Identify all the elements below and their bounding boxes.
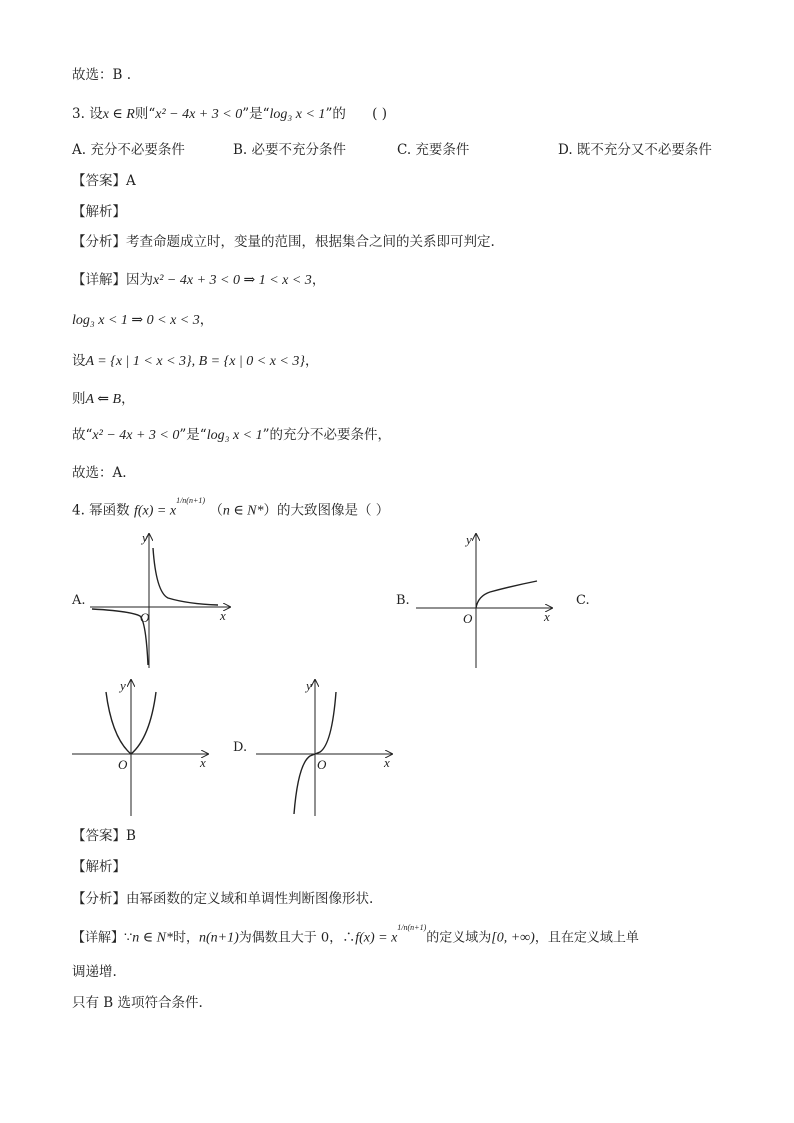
text: ”的 — [325, 106, 346, 122]
detail-tag: 【详解】 — [72, 272, 126, 288]
math-expr: x² − 4x + 3 < 0 ⇒ 1 < x < 3 — [153, 273, 312, 288]
math-expr: log₃ x < 1 — [269, 107, 326, 122]
math-expr: log₃ x < 1 ⇒ 0 < x < 3 — [72, 313, 200, 328]
graph-label-c: C. — [576, 593, 590, 608]
math-expr: n ∈ N* — [222, 503, 264, 519]
text: 故选：B . — [72, 67, 132, 83]
graph-label-d: D. — [233, 740, 248, 755]
detail-q3-relation: 则A ⇐ B， — [72, 391, 135, 407]
text: 由幂函数的定义域和单调性判断图像形状. — [126, 891, 374, 907]
origin-label: O — [463, 611, 473, 626]
exponent: 1/n(n+1) — [397, 923, 427, 932]
answer-value: B — [126, 828, 136, 844]
text: 4. 幂函数 — [72, 502, 130, 519]
text: 则“ — [134, 106, 156, 122]
question-number: 3. — [72, 106, 85, 122]
origin-label: O — [317, 757, 327, 772]
math-expr: n(n+1) — [199, 930, 239, 946]
axis-label-x: x — [544, 609, 550, 624]
math-expr: x² − 4x + 3 < 0 — [155, 107, 243, 122]
math-expr: log₃ x < 1 — [206, 428, 263, 443]
axis-label-y: y — [466, 532, 472, 547]
detail-q3-sets: 设A = {x | 1 < x < 3}, B = {x | 0 < x < 3}， — [72, 353, 319, 369]
math-expr: A = {x | 1 < x < 3}, B = {x | 0 < x < 3} — [85, 354, 305, 369]
math-expr: x ∈ R — [102, 107, 135, 122]
graph-b — [412, 530, 562, 670]
analysis-q4 — [72, 890, 373, 908]
math-expr: [0, +∞) — [491, 930, 535, 946]
option-d: D. 既不充分又不必要条件 — [558, 142, 712, 158]
axis-label-x: x — [220, 608, 226, 623]
answer-tag: 【答案】 — [72, 828, 126, 844]
curve-branch-right — [153, 548, 218, 605]
text: 考查命题成立时，变量的范围，根据集合之间的关系即可判定. — [126, 234, 495, 250]
option-b: B. 必要不充分条件 — [233, 142, 347, 158]
exponent: 1/n(n+1) — [176, 496, 206, 505]
analysis-q3 — [72, 233, 495, 251]
curve — [476, 581, 537, 608]
detail-q3-log: log₃ x < 1 ⇒ 0 < x < 3， — [72, 312, 214, 328]
axis-label-y: y — [142, 530, 148, 545]
graph-label-b: B. — [396, 593, 410, 608]
detail-q4-wrap: 调递增. — [72, 964, 117, 980]
math-expr: x² − 4x + 3 < 0 — [92, 428, 180, 443]
axis-label-y: y — [120, 678, 126, 693]
answer-value: A — [126, 173, 136, 189]
option-c: C. 充要条件 — [397, 142, 470, 158]
conclusion-q4: 只有 B 选项符合条件. — [72, 995, 203, 1011]
analysis-tag: 【分析】 — [72, 891, 126, 907]
text: ”是“ — [242, 106, 270, 122]
answer-line-q3: 故选：A. — [72, 465, 127, 481]
origin-label: O — [140, 610, 150, 625]
graph-c — [70, 676, 215, 818]
axis-label-x: x — [200, 755, 206, 770]
axis-label-y: y — [306, 678, 312, 693]
analysis-header-q4: 【解析】 — [72, 859, 126, 875]
origin-label: O — [118, 757, 128, 772]
graph-d — [254, 676, 399, 818]
answer-q4 — [72, 827, 136, 845]
axis-label-x: x — [384, 755, 390, 770]
answer-q3 — [72, 172, 136, 190]
answer-tag: 【答案】 — [72, 173, 126, 189]
math-expr: n ∈ N* — [132, 930, 173, 946]
question-3 — [72, 105, 387, 124]
graph-label-a: A. — [72, 593, 86, 608]
answer-blank: ( ) — [372, 106, 387, 122]
detail-tag: 【详解】 — [72, 930, 125, 946]
math-expr: f(x) = x — [355, 930, 398, 946]
detail-q4: 【详解】∵n ∈ N*时，n(n+1)为偶数且大于 0，∴f(x) = $x^{1/n(n+1)}$的定义域为[0, +∞)，且在定义域上单 — [72, 923, 639, 946]
text: 设 — [89, 106, 103, 122]
answer-line-q2 — [72, 66, 131, 84]
analysis-header-q3: 【解析】 — [72, 204, 126, 220]
analysis-tag: 【分析】 — [72, 234, 126, 250]
math-expr: f(x) = x — [133, 503, 177, 519]
question-4: 4. 幂函数 $f(x) = x^{1/n(n+1)}$ （n ∈ N*）的大致图像是（ ） — [72, 496, 390, 519]
graph-a — [88, 530, 238, 670]
detail-q3: 【详解】因为x² − 4x + 3 < 0 ⇒ 1 < x < 3， — [72, 272, 326, 288]
option-a: A. 充分不必要条件 — [72, 142, 185, 158]
detail-q3-conclusion: 故“x² − 4x + 3 < 0”是“log₃ x < 1”的充分不必要条件， — [72, 427, 392, 443]
math-expr: A ⇐ B — [85, 392, 122, 407]
